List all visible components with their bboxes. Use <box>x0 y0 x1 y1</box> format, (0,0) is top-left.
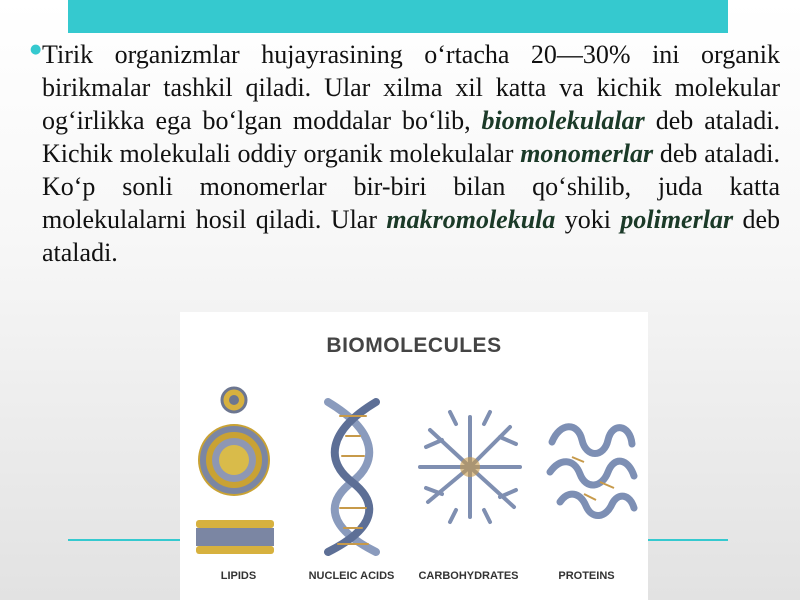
term-makromolekula: makromolekula <box>386 205 556 234</box>
term-biomolekulalar: biomolekulalar <box>481 106 645 135</box>
text-run: deb ataladi. Kichik molekulali oddiy organik molekulalar <box>42 106 780 168</box>
figure-title: BIOMOLECULES <box>326 334 502 357</box>
label-lipids: LIPIDS <box>220 570 257 582</box>
lipid-micelle-icon <box>222 388 246 412</box>
bullet-icon: ● <box>30 42 42 57</box>
biomolecules-figure <box>180 312 648 600</box>
label-proteins: PROTEINS <box>558 570 615 582</box>
term-polimerlar: polimerlar <box>620 205 734 234</box>
lipid-liposome-icon <box>198 424 270 496</box>
header-accent-bar <box>68 0 728 33</box>
body-paragraph <box>42 38 780 269</box>
biomolecules-illustration <box>180 312 648 600</box>
text-run: deb ataladi. Ko‘p sonli monomerlar bir-biri bilan qo‘shilib, juda katta molekulalarni hosil qiladi. Ular <box>42 139 780 234</box>
label-carbohydrates: CARBOHYDRATES <box>418 570 519 582</box>
dna-helix-icon <box>328 402 376 552</box>
label-nucleic-acids: NUCLEIC ACIDS <box>308 570 395 582</box>
lipid-bilayer-icon <box>196 520 274 554</box>
term-monomerlar: monomerlar <box>520 139 654 168</box>
text-run: deb ataladi. <box>42 205 780 267</box>
text-run: yoki <box>555 205 621 234</box>
protein-fold-icon <box>550 427 634 516</box>
carbohydrate-core-icon <box>460 457 480 477</box>
text-run: Tirik organizmlar hujayrasining o‘rtacha 20—30% ini organik birikmalar tashkil qiladi. Ular xilma xil katta va kichik molekular og‘irlikka ega bo‘lgan moddalar bo‘lib, <box>42 40 780 135</box>
